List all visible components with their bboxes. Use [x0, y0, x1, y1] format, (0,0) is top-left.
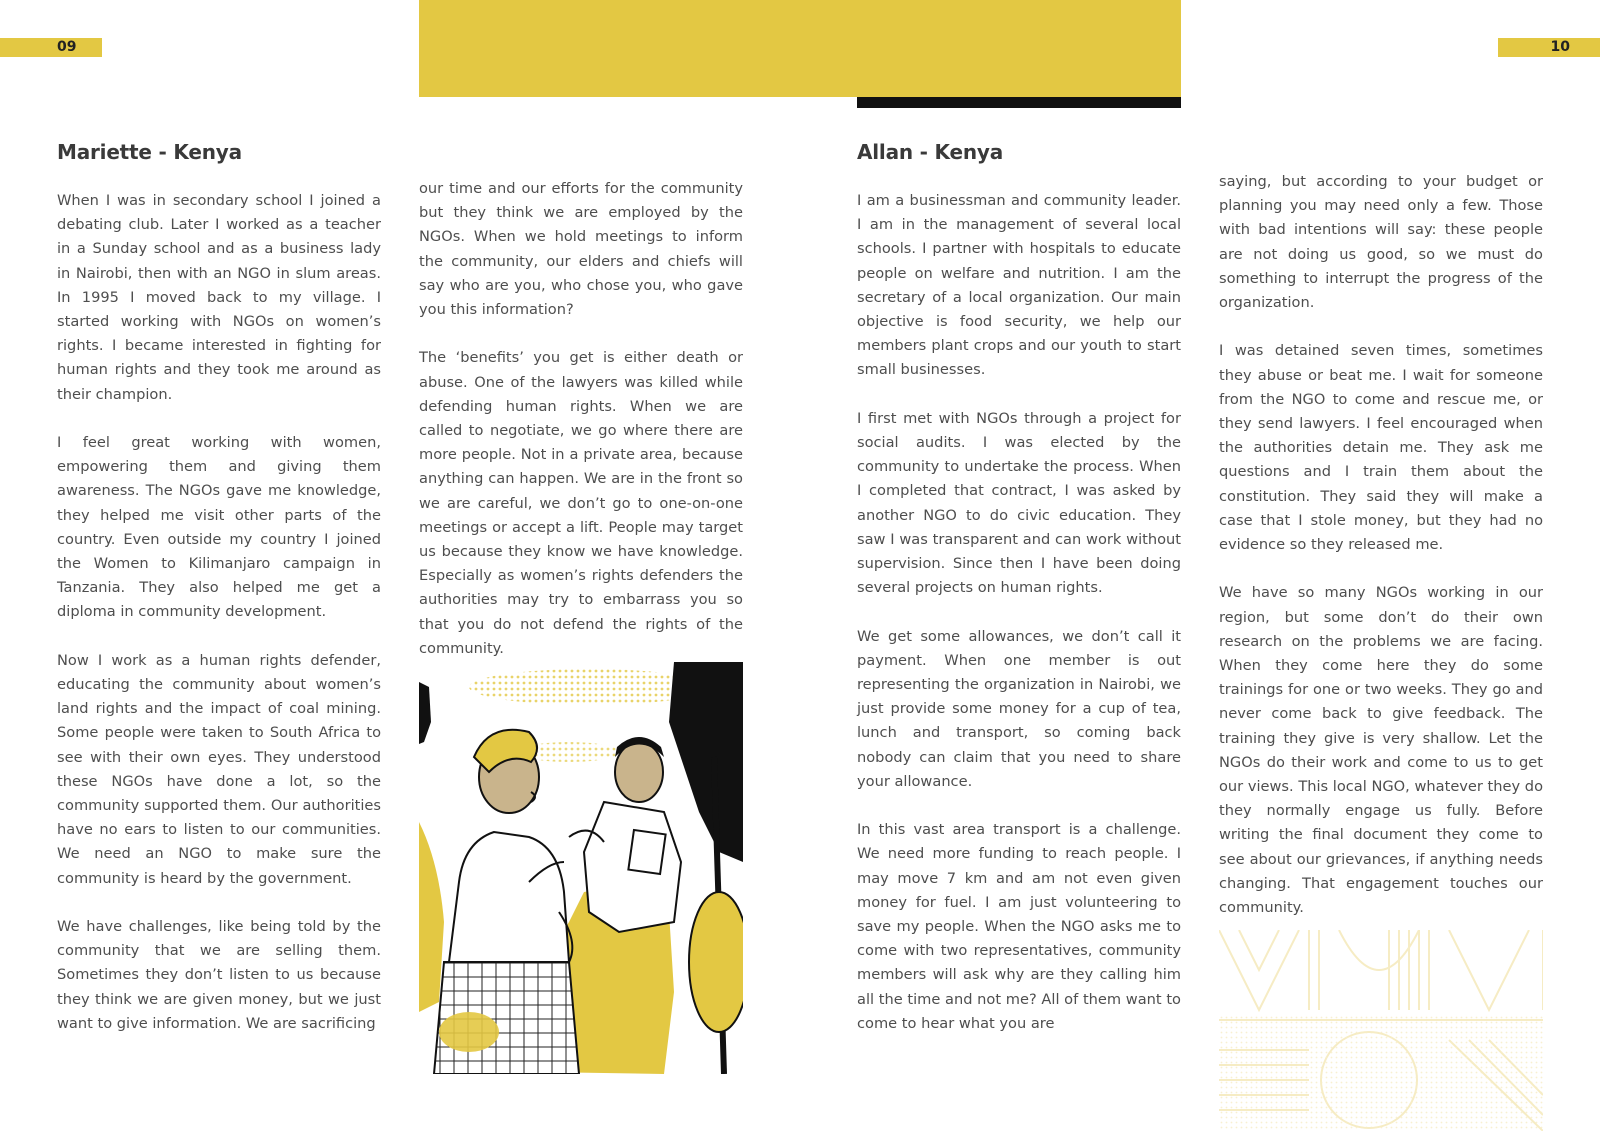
text-column-1: [57, 189, 381, 1036]
paragraph: Now I work as a human rights defender, educating the community about women’s land rights and the impact of coal mining. Some people were taken to South Africa to see with their own eyes. They understood these NGOs have done a lot, so the community supported them. Our authorities have no ears to listen to our communities. We need an NGO to make sure the community is heard by the government.: [57, 651, 381, 887]
header-color-band: [419, 0, 1181, 97]
page-number-left-text: 09: [57, 39, 77, 55]
decorative-pattern: [1219, 930, 1543, 1131]
text-column-3: [857, 189, 1181, 1036]
text-column-2: [419, 177, 743, 661]
paragraph: I was detained seven times, sometimes they abuse or beat me. I wait for someone from the NGO to come and rescue me, or they send lawyers. I feel encouraged when the authorities detain me. They ask me questions and I train them about the constitution. They said they will make a case that I stole money, but they had no evidence so they released me.: [1219, 342, 1543, 554]
page-number-left: [0, 38, 102, 57]
paragraph: our time and our efforts for the community but they think we are employed by the NGOs. When we hold meetings to inform the community, our elders and chiefs will say who are you, who chose you, who gave you this information?: [419, 180, 743, 319]
paragraph: I am a businessman and community leader. I am in the management of several local schools. I partner with hospitals to educate people on welfare and nutrition. I am the secretary of a local organization. Our main objective is food security, we help our members plant crops and our youth to start small businesses.: [857, 192, 1181, 379]
illustration-svg: [419, 662, 743, 1074]
decorative-pattern-svg: [1219, 930, 1543, 1131]
story-heading-mariette: Mariette - Kenya: [57, 140, 242, 164]
paragraph: The ‘benefits’ you get is either death or abuse. One of the lawyers was killed while defending human rights. When we are called to negotiate, we go where there are more people. Not in a private area, because anything can happen. We are in the front so we are careful, we don’t go to one-on-one meetings or accept a lift. People may target us because they know we have knowledge. Especially as women’s rights defenders the authorities may try to embarrass you so that you do not defend the rights of the community.: [419, 349, 743, 657]
paragraph: In this vast area transport is a challenge. We need more funding to reach people. I may move 7 km and am not even given money for fuel. I am just volunteering to save my people. When the NGO asks me to come with two representatives, community members will ask why are they calling him all the time and not me? All of them want to come to hear what you are: [857, 821, 1181, 1032]
page-number-right: [1498, 38, 1600, 57]
paragraph: When I was in secondary school I joined a debating club. Later I worked as a teacher in a Sunday school and as a business lady in Nairobi, then with an NGO in slum areas. In 1995 I moved back to my village. I started working with NGOs on women’s rights. I became interested in fighting for human rights and they took me around as their champion.: [57, 192, 381, 403]
header-black-bar: [857, 97, 1181, 108]
story-heading-allan: Allan - Kenya: [857, 140, 1004, 164]
paragraph: We have so many NGOs working in our region, but some don’t do their own research on the problems we are facing. When they come here they do some trainings for one or two weeks. They go and never come back to give feedback. The training they give is very shallow. Let the NGOs do their work and come to us to get our views. This local NGO, whatever they do they normally engage us fully. Before writing the final document they come to see about our grievances, if anything needs changing. That engagement touches our community.: [1219, 584, 1543, 917]
paragraph: We get some allowances, we don’t call it payment. When one member is out representing the organization in Nairobi, we just provide some money for a cup of tea, lunch and transport, so coming back nobody can claim that you need to share your allowance.: [857, 627, 1181, 790]
text-column-4: [1219, 170, 1543, 920]
paragraph: We have challenges, like being told by the community that we are selling them. Sometimes they don’t listen to us because they think we are given money, but we just want to give information. We are sacrificing: [57, 918, 381, 1032]
paragraph: I feel great working with women, empowering them and giving them awareness. The NGOs gave me knowledge, they helped me visit other parts of the country. Even outside my country I joined the Women to Kilimanjaro campaign in Tanzania. They also helped me get a diploma in community development.: [57, 434, 381, 621]
page-number-right-text: 10: [1550, 39, 1570, 55]
illustration-conversation: [419, 662, 743, 1074]
paragraph: saying, but according to your budget or planning you may need only a few. Those with bad intentions will say: these people are not doing us good, so we must do something to interrupt the progress of the organization.: [1219, 173, 1543, 312]
paragraph: I first met with NGOs through a project for social audits. I was elected by the community to undertake the process. When I completed that contract, I was asked by another NGO to do civic education. They saw I was transparent and can work without supervision. Since then I have been doing several projects on human rights.: [857, 409, 1181, 597]
